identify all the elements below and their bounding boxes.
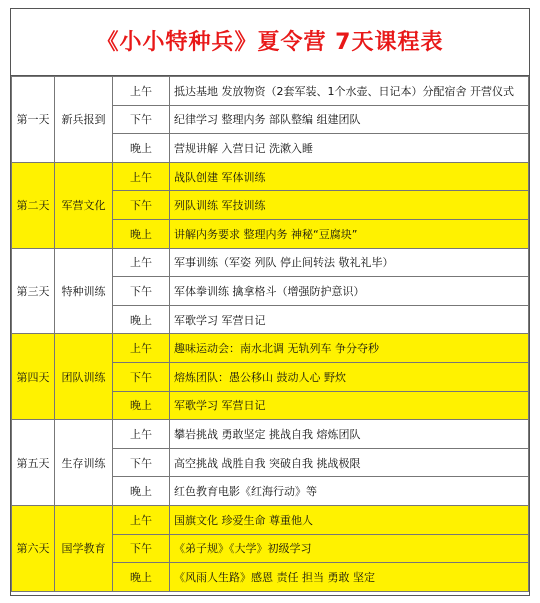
activity-cell: 抵达基地 发放物资（2套军装、1个水壶、日记本）分配宿舍 开营仪式 xyxy=(170,77,529,106)
activity-cell: 军歌学习 军营日记 xyxy=(170,305,529,334)
schedule-sheet xyxy=(10,8,530,596)
day-cell: 第二天 xyxy=(12,162,55,248)
day-cell: 第三天 xyxy=(12,248,55,334)
schedule-table xyxy=(11,76,529,592)
time-slot-cell: 下午 xyxy=(113,362,170,391)
time-slot-cell: 下午 xyxy=(113,191,170,220)
table-row xyxy=(12,77,529,106)
time-slot-cell: 晚上 xyxy=(113,563,170,592)
day-cell: 第六天 xyxy=(12,505,55,591)
time-slot-cell: 晚上 xyxy=(113,391,170,420)
activity-cell: 《弟子规》《大学》初级学习 xyxy=(170,534,529,563)
theme-cell: 国学教育 xyxy=(55,505,113,591)
theme-cell: 军营文化 xyxy=(55,162,113,248)
activity-cell: 《风雨人生路》感恩 责任 担当 勇敢 坚定 xyxy=(170,563,529,592)
page-title: 《小小特种兵》夏令营 7天课程表 xyxy=(11,9,529,76)
table-row xyxy=(12,334,529,363)
day-cell: 第五天 xyxy=(12,420,55,506)
activity-cell: 营规讲解 入营日记 洗漱入睡 xyxy=(170,134,529,163)
time-slot-cell: 上午 xyxy=(113,334,170,363)
time-slot-cell: 上午 xyxy=(113,505,170,534)
table-row xyxy=(12,248,529,277)
time-slot-cell: 下午 xyxy=(113,277,170,306)
time-slot-cell: 晚上 xyxy=(113,477,170,506)
time-slot-cell: 上午 xyxy=(113,420,170,449)
time-slot-cell: 下午 xyxy=(113,105,170,134)
theme-cell: 新兵报到 xyxy=(55,77,113,163)
activity-cell: 纪律学习 整理内务 部队整编 组建团队 xyxy=(170,105,529,134)
table-row xyxy=(12,162,529,191)
activity-cell: 高空挑战 战胜自我 突破自我 挑战极限 xyxy=(170,448,529,477)
table-row xyxy=(12,420,529,449)
day-cell: 第四天 xyxy=(12,334,55,420)
time-slot-cell: 晚上 xyxy=(113,134,170,163)
activity-cell: 红色教育电影《红海行动》等 xyxy=(170,477,529,506)
day-cell: 第一天 xyxy=(12,77,55,163)
theme-cell: 团队训练 xyxy=(55,334,113,420)
activity-cell: 国旗文化 珍爱生命 尊重他人 xyxy=(170,505,529,534)
time-slot-cell: 上午 xyxy=(113,77,170,106)
activity-cell: 讲解内务要求 整理内务 神秘“豆腐块” xyxy=(170,219,529,248)
schedule-body xyxy=(12,77,529,592)
activity-cell: 军事训练（军姿 列队 停止间转法 敬礼礼毕） xyxy=(170,248,529,277)
activity-cell: 熔炼团队：愚公移山 鼓动人心 野炊 xyxy=(170,362,529,391)
theme-cell: 特种训练 xyxy=(55,248,113,334)
time-slot-cell: 晚上 xyxy=(113,219,170,248)
time-slot-cell: 晚上 xyxy=(113,305,170,334)
activity-cell: 军歌学习 军营日记 xyxy=(170,391,529,420)
time-slot-cell: 上午 xyxy=(113,248,170,277)
activity-cell: 列队训练 军技训练 xyxy=(170,191,529,220)
time-slot-cell: 上午 xyxy=(113,162,170,191)
activity-cell: 战队创建 军体训练 xyxy=(170,162,529,191)
activity-cell: 趣味运动会：南水北调 无轨列车 争分夺秒 xyxy=(170,334,529,363)
time-slot-cell: 下午 xyxy=(113,534,170,563)
activity-cell: 攀岩挑战 勇敢坚定 挑战自我 熔炼团队 xyxy=(170,420,529,449)
time-slot-cell: 下午 xyxy=(113,448,170,477)
theme-cell: 生存训练 xyxy=(55,420,113,506)
table-row xyxy=(12,505,529,534)
activity-cell: 军体拳训练 擒拿格斗（增强防护意识） xyxy=(170,277,529,306)
